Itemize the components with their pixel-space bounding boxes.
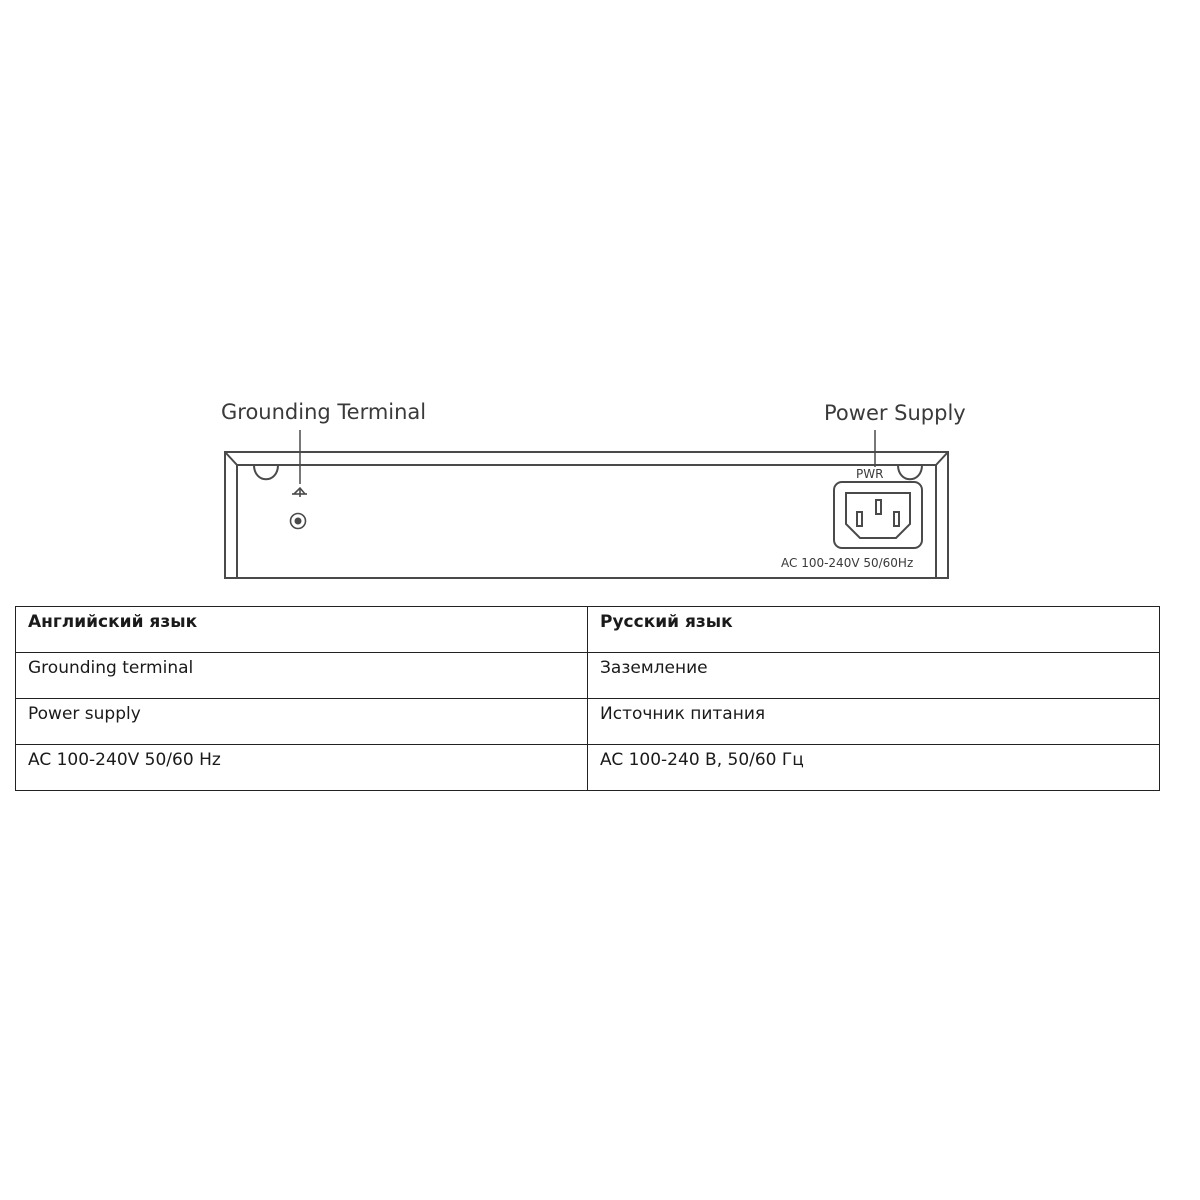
cell-english: Power supply [16, 699, 588, 745]
cell-russian: Заземление [588, 653, 1160, 699]
socket-pin-earth [876, 500, 881, 514]
grounding-terminal-callout: Grounding Terminal [221, 400, 427, 424]
power-rating-label: AC 100-240V 50/60Hz [781, 556, 914, 570]
header-english: Английский язык [16, 607, 588, 653]
socket-pin-right [894, 512, 899, 526]
right-notch [898, 465, 922, 479]
pwr-label: PWR [856, 467, 884, 481]
translation-table [15, 606, 1160, 791]
left-bevel [225, 452, 237, 465]
left-notch [254, 465, 278, 479]
ground-screw-icon [291, 514, 306, 529]
table-row [16, 653, 1160, 699]
ground-symbol-icon [292, 488, 307, 497]
header-russian: Русский язык [588, 607, 1160, 653]
table-header-row [16, 607, 1160, 653]
cell-english: Grounding terminal [16, 653, 588, 699]
cell-english: AC 100-240V 50/60 Hz [16, 745, 588, 791]
cell-russian: Источник питания [588, 699, 1160, 745]
table-row [16, 699, 1160, 745]
right-bevel [936, 452, 948, 465]
power-supply-callout: Power Supply [824, 401, 966, 425]
table-row [16, 745, 1160, 791]
iec-c14-power-socket-icon [834, 482, 922, 548]
socket-pin-left [857, 512, 862, 526]
cell-russian: AC 100-240 В, 50/60 Гц [588, 745, 1160, 791]
